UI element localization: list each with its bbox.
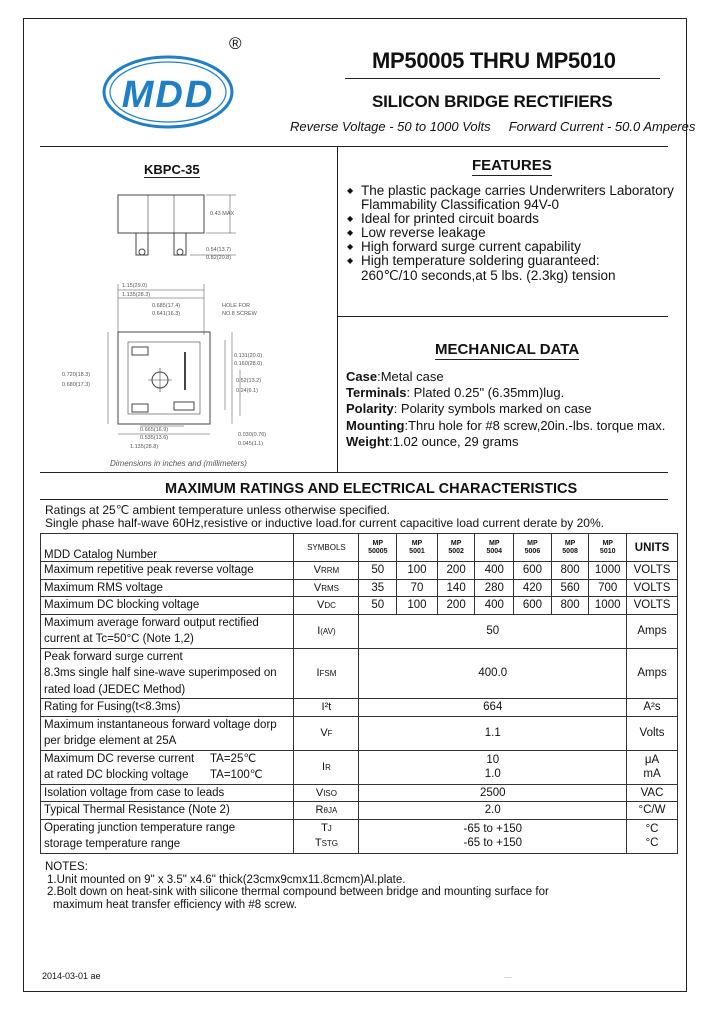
footer-mark: .... xyxy=(504,973,512,980)
part-number-header xyxy=(589,534,627,562)
parameter-line xyxy=(44,767,291,784)
features-title: FEATURES xyxy=(472,157,552,174)
value-cell: 1000 xyxy=(589,597,627,615)
unit-line: °C xyxy=(645,823,659,835)
table-row xyxy=(41,648,678,699)
feature-line: ◆ Ideal for printed circuit boards xyxy=(361,211,539,227)
parameter-line: Isolation voltage from case to leads xyxy=(44,786,225,799)
value-cell: 600 xyxy=(514,597,552,615)
divider-ratings-title xyxy=(40,499,668,500)
dim-d13: 0.680(17.3) xyxy=(62,382,91,388)
mechanical-row xyxy=(346,385,665,401)
value-cell: 100 xyxy=(397,562,438,580)
symbol-subscript: (AV) xyxy=(320,627,336,636)
value-cell: 35 xyxy=(359,579,397,597)
part-suffix: 5002 xyxy=(448,547,464,555)
symbols-header xyxy=(294,534,359,562)
symbol-line xyxy=(296,821,356,836)
part-number-header xyxy=(551,534,589,562)
part-prefix: MP xyxy=(602,539,613,547)
part-number-header xyxy=(437,534,475,562)
mechanical-label: Polarity xyxy=(346,401,394,417)
symbol: V xyxy=(313,564,321,577)
part-prefix: MP xyxy=(527,539,538,547)
feature-item xyxy=(347,240,674,254)
table-header-row xyxy=(41,534,678,562)
unit-cell: °C/W xyxy=(627,802,678,820)
parameter-line: Maximum instantaneous forward voltage dorp xyxy=(44,718,277,731)
feature-line: ◆ Low reverse leakage xyxy=(361,225,486,241)
value-cell: 140 xyxy=(437,579,475,597)
parameter-cell xyxy=(41,597,294,615)
note-line-1: 1.Unit mounted on 9" x 3.5" x4.6" thick(23cmx9cmx11.8cmcm)Al.plate. xyxy=(47,873,406,886)
parameter-line: Maximum RMS voltage xyxy=(44,581,163,594)
dimension-note: Dimensions in inches and (millimeters) xyxy=(110,459,247,468)
dim-d1: 0.43 MAX xyxy=(210,211,235,217)
parameter-cell xyxy=(41,784,294,802)
table-row xyxy=(41,819,678,853)
table-row xyxy=(41,750,678,784)
mechanical-label: Case xyxy=(346,369,378,384)
parameter-cell xyxy=(41,750,294,784)
value-cell: 800 xyxy=(551,597,589,615)
unit-line: mA xyxy=(643,768,661,780)
notes xyxy=(45,861,549,911)
ratings-note-2: Single phase half-wave 60Hz,resistive or inductive load.for current capacitive load current derate by 20%. xyxy=(45,516,604,530)
feature-line: ◆ The plastic package carries Underwriters Laboratory xyxy=(361,183,674,198)
title-underline xyxy=(345,78,660,79)
logo-text: MDD xyxy=(121,74,215,116)
parameter-line: storage temperature range xyxy=(44,838,181,850)
symbol: I xyxy=(316,667,320,680)
condition-text: TA=25℃ xyxy=(210,752,257,765)
symbol: V xyxy=(320,727,328,739)
parameter-cell xyxy=(41,579,294,597)
parameter-line: per bridge element at 25A xyxy=(44,735,177,747)
feature-item xyxy=(347,226,674,240)
part-suffix: 5008 xyxy=(562,547,578,555)
value-line: 1.0 xyxy=(484,768,501,780)
value-line: -65 to +150 xyxy=(463,823,523,835)
symbol-subscript: J xyxy=(327,824,332,833)
symbol-subscript: STG xyxy=(321,839,339,848)
package-drawing xyxy=(60,180,335,460)
symbol-subscript: DC xyxy=(324,601,336,611)
part-number-header xyxy=(359,534,397,562)
dim-d4: 1.15(29.0) xyxy=(122,283,148,289)
ratings-note-1: Ratings at 25℃ ambient temperature unless otherwise specified. xyxy=(45,503,390,517)
dim-d11: 0.160(28.0) xyxy=(234,361,263,367)
symbol: I xyxy=(322,761,326,773)
symbol-subscript: R xyxy=(325,763,331,772)
value-cell: 420 xyxy=(514,579,552,597)
dim-d12: 0.720(18.3) xyxy=(62,372,91,378)
part-suffix: 50005 xyxy=(368,547,388,555)
symbol: I²t xyxy=(321,701,332,714)
ratings-table xyxy=(40,533,678,854)
part-number-header xyxy=(397,534,438,562)
divider-ratings-top xyxy=(40,472,668,473)
value-cell: 50 xyxy=(359,562,397,580)
package-name: KBPC-35 xyxy=(144,162,200,177)
unit-cell: VOLTS xyxy=(627,597,678,615)
symbol-subscript: F xyxy=(327,729,333,738)
dim-d6: 0.685(17.4) xyxy=(152,303,181,309)
mechanical-title: MECHANICAL DATA xyxy=(435,341,580,358)
feature-item xyxy=(347,212,674,226)
symbol-cell xyxy=(294,597,359,615)
mechanical-value: : Polarity symbols marked on case xyxy=(393,401,592,417)
part-prefix: MP xyxy=(450,539,462,547)
value-cell: 280 xyxy=(475,579,514,597)
parameter-line: Typical Thermal Resistance (Note 2) xyxy=(44,804,230,816)
value-cell: 100 xyxy=(397,597,438,615)
dim-d18: 0.535(13.6) xyxy=(140,435,169,441)
value-cell: 560 xyxy=(551,579,589,597)
symbol: V xyxy=(315,786,324,799)
value-line: -65 to +150 xyxy=(463,837,523,849)
symbol-cell xyxy=(294,802,359,820)
parameter-line: rated load (JEDEC Method) xyxy=(44,683,186,696)
table-row xyxy=(41,802,678,820)
value-cell: 600 xyxy=(514,562,552,580)
mdd-logo xyxy=(102,55,234,129)
value-cell xyxy=(359,819,627,853)
symbol-cell xyxy=(294,784,359,802)
ratings-notes xyxy=(45,504,604,530)
mechanical-row xyxy=(346,434,665,450)
mechanical-row xyxy=(346,369,665,385)
part-prefix: MP xyxy=(564,539,576,547)
forward-current-spec: Forward Current - 50.0 Amperes xyxy=(508,119,696,134)
parameter-line: current at Tc=50°C (Note 1,2) xyxy=(44,633,194,645)
dim-d15: 0.24(6.1) xyxy=(236,388,259,394)
units-label: UNITS xyxy=(634,541,670,554)
parameter-text: Maximum DC reverse current xyxy=(44,752,195,765)
symbol: T xyxy=(314,837,322,849)
parameter-cell xyxy=(41,562,294,580)
part-prefix: MP xyxy=(372,539,384,547)
table-row xyxy=(41,614,678,648)
symbol-cell xyxy=(294,614,359,648)
divider-vertical xyxy=(337,146,338,472)
unit-cell: A²s xyxy=(627,699,678,717)
value-cell: 200 xyxy=(437,597,475,615)
value-cell: 400 xyxy=(475,562,514,580)
mechanical-label: Terminals xyxy=(346,385,407,401)
symbol: I xyxy=(317,625,321,637)
part-prefix: MP xyxy=(411,539,423,547)
symbol-cell xyxy=(294,648,359,699)
unit-cell xyxy=(627,750,678,784)
value-cell: 400.0 xyxy=(359,648,627,699)
parameter-line: Operating junction temperature range xyxy=(44,821,236,834)
dim-d9: NO.8 SCREW xyxy=(222,311,257,317)
mechanical-row xyxy=(346,418,665,434)
unit-cell: Volts xyxy=(627,716,678,750)
symbol-cell xyxy=(294,699,359,717)
divider-header xyxy=(40,146,668,147)
table-row xyxy=(41,699,678,717)
parameter-cell xyxy=(41,699,294,717)
mechanical-label: Weight xyxy=(346,433,390,449)
unit-cell: VAC xyxy=(627,784,678,802)
divider-features xyxy=(337,316,668,317)
parameter-cell xyxy=(41,716,294,750)
part-suffix: 5006 xyxy=(524,547,541,555)
symbol-subscript: FSM xyxy=(319,669,337,679)
units-header xyxy=(627,534,678,562)
table-row xyxy=(41,579,678,597)
value-line: 10 xyxy=(486,754,500,766)
value-cell: 1.1 xyxy=(359,716,627,750)
unit-cell xyxy=(627,819,678,853)
unit-line: μA xyxy=(644,754,660,766)
footer-date: 2014-03-01 ae xyxy=(42,971,101,981)
parameter-line xyxy=(44,751,291,768)
parameter-line: Maximum average forward output rectified xyxy=(44,616,259,629)
parameter-cell xyxy=(41,648,294,699)
symbol-subscript: RMS xyxy=(321,583,339,593)
dim-d14: 0.52(13.2) xyxy=(236,378,262,384)
parameter-text: at rated DC blocking voltage xyxy=(44,769,189,781)
dim-d17: 0.665(16.9) xyxy=(140,427,169,433)
dim-d20: 0.045(1.1) xyxy=(238,441,264,447)
parameter-line: 8.3ms single half sine-wave superimposed on xyxy=(44,667,277,679)
symbol-subscript: θJA xyxy=(323,806,338,816)
symbol-cell xyxy=(294,750,359,784)
value-cell: 50 xyxy=(359,597,397,615)
value-cell: 200 xyxy=(437,562,475,580)
mechanical-value: :Thru hole for #8 screw,20in.-lbs. torque max. xyxy=(404,417,666,433)
part-suffix: 5001 xyxy=(409,547,425,555)
unit-cell: Amps xyxy=(627,614,678,648)
part-suffix: 5010 xyxy=(599,547,616,555)
unit-cell: Amps xyxy=(627,648,678,699)
page-subtitle: SILICON BRIDGE RECTIFIERS xyxy=(372,92,613,111)
parameter-cell xyxy=(41,614,294,648)
unit-line: °C xyxy=(645,837,659,849)
dim-d7: 0.641(16.3) xyxy=(152,311,181,317)
mechanical-row xyxy=(346,401,665,417)
part-suffix: 5004 xyxy=(486,547,503,555)
symbol-subscript: ISO xyxy=(323,788,337,798)
symbol-line xyxy=(296,836,356,851)
note-line-2: 2.Bolt down on heat-sink with silicone thermal compound between bridge and mounting surface for xyxy=(47,886,549,898)
table-row xyxy=(41,597,678,615)
features-list xyxy=(347,184,674,283)
parameter-line: Peak forward surge current xyxy=(44,650,183,663)
part-prefix: MP xyxy=(489,539,500,547)
value-cell: 70 xyxy=(397,579,438,597)
notes-title: NOTES: xyxy=(45,861,88,873)
part-number-header xyxy=(475,534,514,562)
value-cell: 800 xyxy=(551,562,589,580)
catalog-header: MDD Catalog Number xyxy=(41,534,294,562)
dim-d3: 0.82(20.8) xyxy=(206,255,232,261)
symbol-cell xyxy=(294,716,359,750)
table-row xyxy=(41,784,678,802)
value-cell: 50 xyxy=(359,614,627,648)
dim-d16: 0.030(0.76) xyxy=(238,432,267,438)
symbols-label: SYMBOLS xyxy=(307,543,346,552)
symbol: V xyxy=(313,581,322,594)
reverse-voltage-spec: Reverse Voltage - 50 to 1000 Volts xyxy=(290,119,491,134)
value-cell xyxy=(359,750,627,784)
parameter-line: Maximum repetitive peak reverse voltage xyxy=(44,564,254,576)
value-cell: 700 xyxy=(589,579,627,597)
dim-d5: 1.135(28.3) xyxy=(122,292,151,298)
value-cell: 1000 xyxy=(589,562,627,580)
feature-line: Flammability Classification 94V-0 xyxy=(361,197,560,213)
table-row xyxy=(41,716,678,750)
value-cell: 664 xyxy=(359,699,627,717)
registered-mark: ® xyxy=(229,34,242,53)
note-line-3: maximum heat transfer efficiency with #8 screw. xyxy=(53,898,297,911)
value-cell: 400 xyxy=(475,597,514,615)
symbol: R xyxy=(315,804,324,817)
dim-d19: 1.135(28.8) xyxy=(130,444,159,450)
condition-text: TA=100℃ xyxy=(210,769,263,781)
page-title: MP50005 THRU MP5010 xyxy=(372,48,616,73)
feature-line: 260℃/10 seconds,at 5 lbs. (2.3kg) tension xyxy=(361,267,616,283)
unit-cell: VOLTS xyxy=(627,579,678,597)
feature-item xyxy=(347,254,674,282)
value-cell: 2500 xyxy=(359,784,627,802)
mechanical-value: :1.02 ounce, 29 grams xyxy=(389,433,519,449)
ratings-title: MAXIMUM RATINGS AND ELECTRICAL CHARACTERISTICS xyxy=(165,481,578,497)
feature-line: ◆ High temperature soldering guaranteed: xyxy=(361,253,600,269)
symbol-subscript: RRM xyxy=(320,566,340,576)
dim-d8: HOLE FOR xyxy=(222,303,251,309)
parameter-cell xyxy=(41,819,294,853)
mechanical-label: Mounting xyxy=(346,417,405,433)
parameter-line: Maximum DC blocking voltage xyxy=(44,599,200,611)
part-number-header xyxy=(514,534,552,562)
unit-cell: VOLTS xyxy=(627,562,678,580)
spec-line xyxy=(290,119,695,134)
mechanical-value: :Metal case xyxy=(377,369,444,384)
mechanical-list xyxy=(346,369,665,450)
mechanical-value: : Plated 0.25" (6.35mm)lug. xyxy=(406,385,565,401)
symbol-cell xyxy=(294,562,359,580)
symbol: V xyxy=(316,599,325,612)
parameter-line: Rating for Fusing(t<8.3ms) xyxy=(44,701,181,713)
table-row xyxy=(41,562,678,580)
parameter-cell xyxy=(41,802,294,820)
symbol: T xyxy=(321,822,328,834)
symbol-cell xyxy=(294,579,359,597)
symbol-cell xyxy=(294,819,359,853)
value-cell: 2.0 xyxy=(359,802,627,820)
dim-d10: 0.131(20.0) xyxy=(234,353,263,359)
feature-item xyxy=(347,184,674,212)
dim-d2: 0.54(13.7) xyxy=(206,247,232,253)
feature-line: ◆ High forward surge current capability xyxy=(361,239,581,255)
